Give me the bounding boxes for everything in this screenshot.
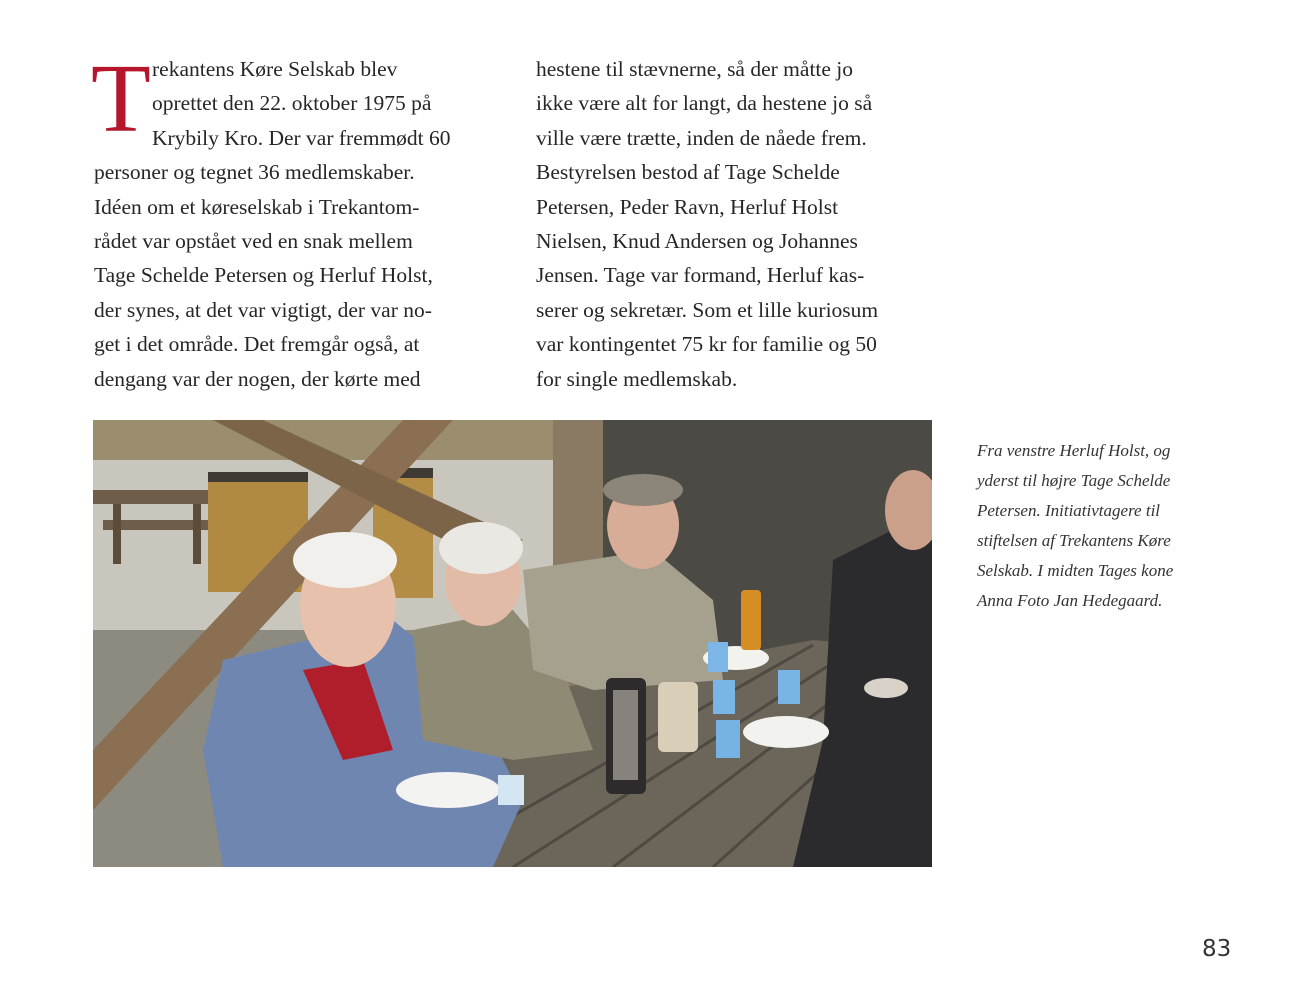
text-column-right: [536, 52, 956, 396]
text-line: personer og tegnet 36 medlemskaber.: [94, 160, 415, 185]
text-line: Tage Schelde Petersen og Herluf Holst,: [94, 263, 433, 288]
text-line: Jensen. Tage var formand, Herluf kas-: [536, 263, 865, 288]
text-line: Nielsen, Knud Andersen og Johannes: [536, 228, 858, 253]
caption-line: Fra venstre Herluf Holst, og: [977, 441, 1171, 460]
text-line: Krybily Kro. Der var fremmødt 60: [152, 125, 451, 150]
photo-people-at-picnic-table: [93, 420, 932, 867]
text-line: for single medlemskab.: [536, 366, 738, 391]
text-line: var kontingentet 75 kr for familie og 50: [536, 332, 877, 357]
text-line: serer og sekretær. Som et lille kuriosum: [536, 297, 879, 322]
text-line: ikke være alt for langt, da hestene jo så: [536, 91, 873, 116]
text-line: get i det område. Det fremgår også, at: [94, 332, 420, 357]
caption-line: Anna Foto Jan Hedegaard.: [977, 591, 1163, 610]
text-line: Idéen om et køreselskab i Trekantom-: [94, 194, 420, 219]
photo-caption: [977, 436, 1227, 616]
page-number: 83: [1202, 936, 1232, 962]
text-line: dengang var der nogen, der kørte med: [94, 366, 421, 391]
photo-illustration: [93, 420, 932, 867]
text-line: rådet var opstået ved en snak mellem: [94, 228, 413, 253]
caption-line: yderst til højre Tage Schelde: [977, 471, 1171, 490]
text-line: oprettet den 22. oktober 1975 på: [152, 91, 432, 116]
caption-line: Selskab. I midten Tages kone: [977, 561, 1174, 580]
drop-cap: T: [91, 45, 151, 153]
text-line: rekantens Køre Selskab blev: [152, 57, 398, 81]
text-line: ville være trætte, inden de nåede frem.: [536, 125, 867, 150]
caption-line: stiftelsen af Trekantens Køre: [977, 531, 1171, 550]
text-line: Bestyrelsen bestod af Tage Schelde: [536, 160, 840, 185]
text-column-left: [91, 45, 514, 396]
text-line: Petersen, Peder Ravn, Herluf Holst: [536, 194, 839, 219]
text-line: der synes, at det var vigtigt, der var no-: [94, 297, 432, 322]
caption-line: Petersen. Initiativtagere til: [977, 501, 1161, 520]
text-line: hestene til stævnerne, så der måtte jo: [536, 57, 854, 81]
